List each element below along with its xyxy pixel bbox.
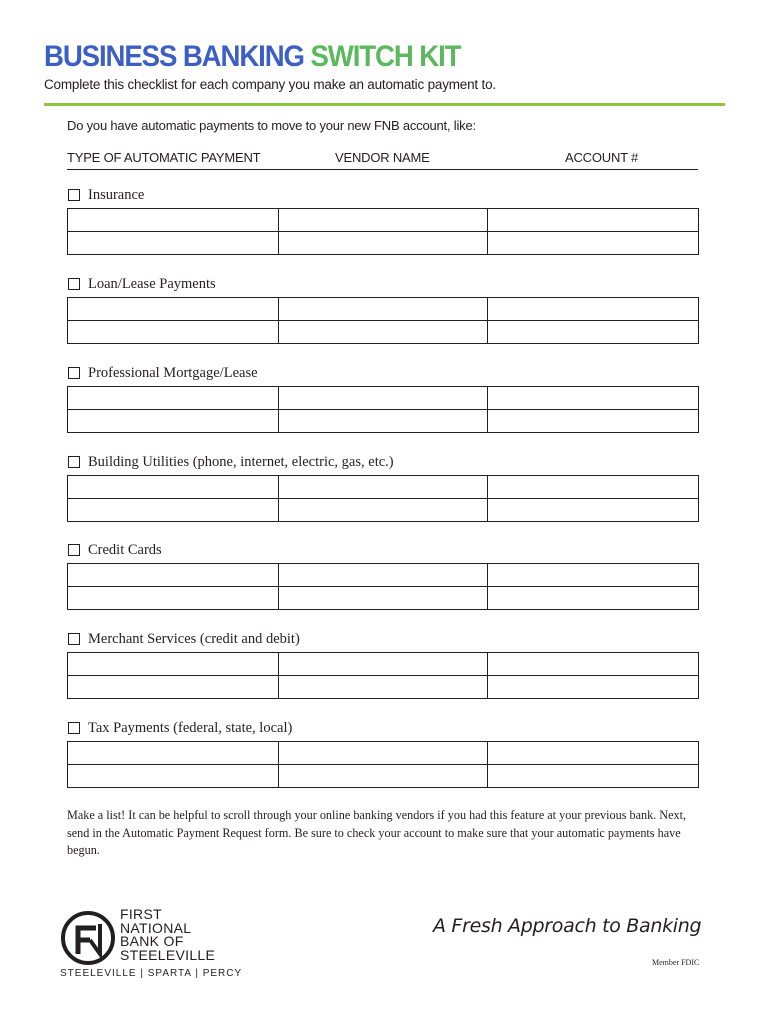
entry-table: [67, 652, 699, 699]
table-row: [68, 232, 699, 255]
vendor-cell[interactable]: [278, 232, 488, 255]
vendor-cell[interactable]: [278, 387, 488, 410]
type-cell[interactable]: [68, 476, 279, 499]
member-fdic: Member FDIC: [652, 958, 700, 967]
account-cell[interactable]: [488, 676, 699, 699]
table-row: [68, 742, 699, 765]
account-cell[interactable]: [488, 410, 699, 433]
account-cell[interactable]: [488, 232, 699, 255]
tagline: A Fresh Approach to Banking: [433, 915, 702, 937]
section-merchant-services: [67, 629, 699, 699]
section-loan-lease: [67, 274, 699, 344]
checkbox[interactable]: [68, 189, 80, 201]
type-cell[interactable]: [68, 676, 279, 699]
account-cell[interactable]: [488, 653, 699, 676]
title-part-green: SWITCH KIT: [310, 40, 461, 73]
entry-table: [67, 563, 699, 610]
instructions-note: Make a list! It can be helpful to scroll through your online banking vendors if you had this feature at your previous bank. Next, send in the Automatic Payment Request form. Be sure to check your account to make sure that your automatic payments have begun.: [67, 808, 687, 857]
column-header-type: TYPE OF AUTOMATIC PAYMENT: [67, 150, 261, 165]
section-label: Loan/Lease Payments: [88, 275, 216, 292]
type-cell[interactable]: [68, 387, 279, 410]
section-credit-cards: [67, 540, 699, 610]
page-title: [44, 40, 460, 74]
section-building-utilities: [67, 452, 699, 522]
table-row: [68, 321, 699, 344]
header-divider: [44, 103, 725, 106]
section-label: Merchant Services (credit and debit): [88, 630, 300, 647]
bank-emblem-icon: [60, 910, 116, 966]
table-row: [68, 765, 699, 788]
entry-table: [67, 475, 699, 522]
bank-name-line: FIRST: [120, 906, 162, 922]
bank-name: [120, 908, 215, 962]
entry-table: [67, 208, 699, 255]
section-tax-payments: [67, 718, 699, 788]
type-cell[interactable]: [68, 321, 279, 344]
account-cell[interactable]: [488, 765, 699, 788]
section-label-row: [67, 718, 699, 738]
checkbox[interactable]: [68, 367, 80, 379]
type-cell[interactable]: [68, 232, 279, 255]
section-professional-mortgage: [67, 363, 699, 433]
type-cell[interactable]: [68, 209, 279, 232]
checkbox[interactable]: [68, 722, 80, 734]
account-cell[interactable]: [488, 387, 699, 410]
title-part-blue: BUSINESS BANKING: [44, 40, 304, 73]
checkbox[interactable]: [68, 278, 80, 290]
type-cell[interactable]: [68, 587, 279, 610]
bank-name-line: STEELEVILLE: [120, 946, 216, 963]
section-label: Building Utilities (phone, internet, electric, gas, etc.): [88, 453, 394, 470]
account-cell[interactable]: [488, 209, 699, 232]
bank-name-line: NATIONAL: [120, 919, 192, 936]
column-header-divider: [67, 169, 698, 170]
vendor-cell[interactable]: [278, 587, 488, 610]
section-label-row: [67, 452, 699, 472]
type-cell[interactable]: [68, 765, 279, 788]
section-label: Professional Mortgage/Lease: [88, 364, 258, 381]
account-cell[interactable]: [488, 587, 699, 610]
vendor-cell[interactable]: [278, 499, 488, 522]
vendor-cell[interactable]: [278, 321, 488, 344]
entry-table: [67, 741, 699, 788]
type-cell[interactable]: [68, 410, 279, 433]
section-label: Credit Cards: [88, 541, 162, 558]
vendor-cell[interactable]: [278, 742, 488, 765]
entry-table: [67, 297, 699, 344]
vendor-cell[interactable]: [278, 676, 488, 699]
entry-table: [67, 386, 699, 433]
vendor-cell[interactable]: [278, 564, 488, 587]
type-cell[interactable]: [68, 742, 279, 765]
table-row: [68, 653, 699, 676]
table-row: [68, 587, 699, 610]
section-label-row: [67, 629, 699, 649]
page-subtitle: Complete this checklist for each company you make an automatic payment to.: [44, 77, 496, 92]
bank-locations: STEELEVILLE | SPARTA | PERCY: [60, 968, 243, 979]
table-row: [68, 209, 699, 232]
table-row: [68, 476, 699, 499]
account-cell[interactable]: [488, 499, 699, 522]
checkbox[interactable]: [68, 544, 80, 556]
vendor-cell[interactable]: [278, 410, 488, 433]
section-insurance: [67, 185, 699, 255]
type-cell[interactable]: [68, 298, 279, 321]
section-label-row: [67, 274, 699, 294]
vendor-cell[interactable]: [278, 298, 488, 321]
account-cell[interactable]: [488, 742, 699, 765]
account-cell[interactable]: [488, 476, 699, 499]
section-label: Tax Payments (federal, state, local): [88, 719, 293, 736]
type-cell[interactable]: [68, 564, 279, 587]
account-cell[interactable]: [488, 321, 699, 344]
intro-text: Do you have automatic payments to move to your new FNB account, like:: [67, 118, 476, 133]
table-row: [68, 676, 699, 699]
type-cell[interactable]: [68, 499, 279, 522]
table-row: [68, 499, 699, 522]
section-label-row: [67, 363, 699, 383]
checkbox[interactable]: [68, 456, 80, 468]
section-label-row: [67, 540, 699, 560]
section-label: Insurance: [88, 186, 145, 203]
vendor-cell[interactable]: [278, 476, 488, 499]
column-header-account: ACCOUNT #: [565, 150, 639, 165]
bank-logo: [60, 906, 243, 984]
table-row: [68, 410, 699, 433]
vendor-cell[interactable]: [278, 653, 488, 676]
column-header-vendor: VENDOR NAME: [335, 150, 430, 165]
vendor-cell[interactable]: [278, 209, 488, 232]
bank-name-line: BANK OF: [120, 933, 184, 949]
table-row: [68, 564, 699, 587]
account-cell[interactable]: [488, 564, 699, 587]
table-row: [68, 387, 699, 410]
type-cell[interactable]: [68, 653, 279, 676]
section-label-row: [67, 185, 699, 205]
table-row: [68, 298, 699, 321]
vendor-cell[interactable]: [278, 765, 488, 788]
account-cell[interactable]: [488, 298, 699, 321]
checkbox[interactable]: [68, 633, 80, 645]
